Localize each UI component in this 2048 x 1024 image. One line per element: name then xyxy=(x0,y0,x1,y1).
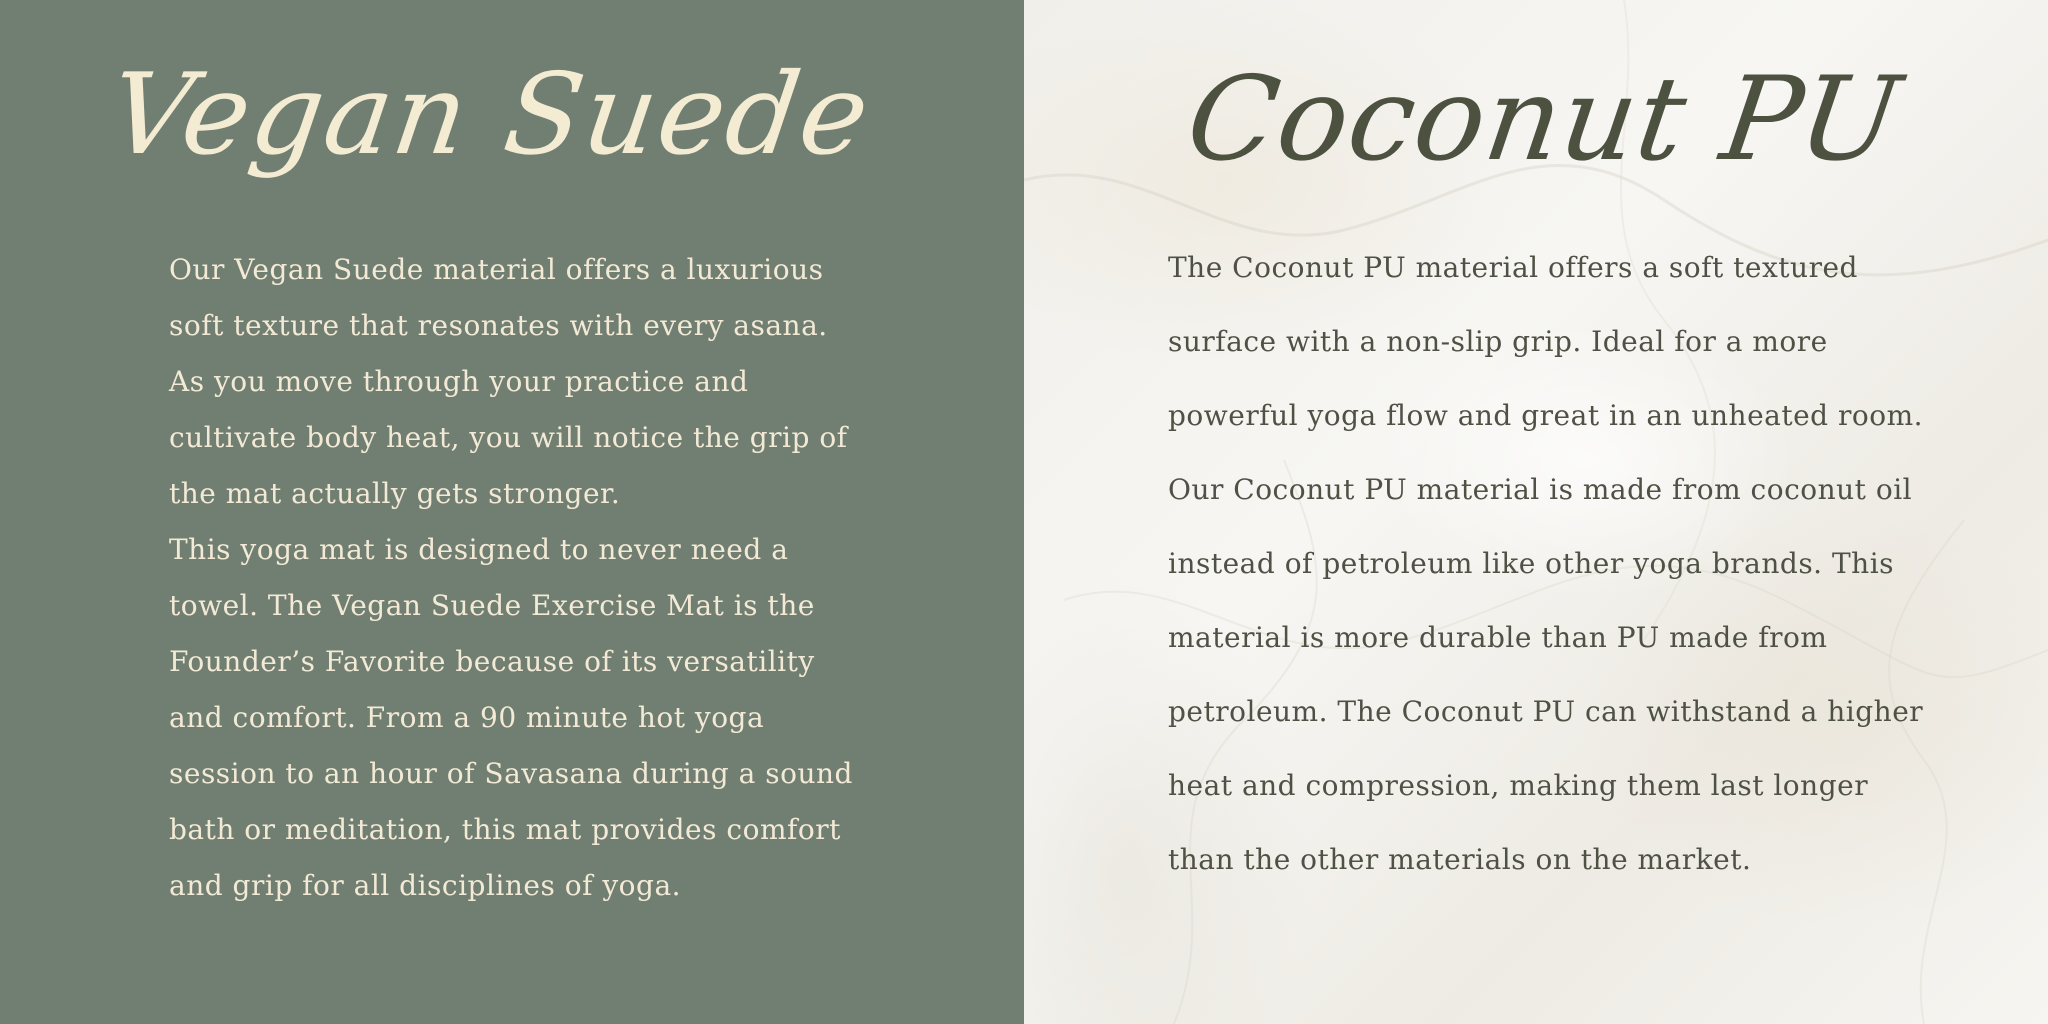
coconut-pu-panel xyxy=(1024,0,2048,1024)
vegan-suede-paragraph-2: This yoga mat is designed to never need a towel. The Vegan Suede Exercise Mat is the Founder’s Favorite because of its versatility and comfort. From a 90 minute hot yoga session to an hour of Savasana during a sound bath or meditation, this mat provides comfort and grip for all disciplines of yoga. xyxy=(169,533,853,902)
vegan-suede-description xyxy=(169,242,869,914)
vegan-suede-title: Vegan Suede xyxy=(101,50,879,180)
coconut-pu-title: Coconut PU xyxy=(1179,52,1909,187)
coconut-pu-description xyxy=(1168,231,1928,897)
coconut-pu-paragraph-1: The Coconut PU material offers a soft textured surface with a non-slip grip. Ideal for a more powerful yoga flow and great in an unheated room. Our Coconut PU material is made from coconut oil instead of petroleum like other yoga brands. This material is more durable than PU made from petroleum. The Coconut PU can withstand a higher heat and compression, making them last longer than the other materials on the market. xyxy=(1168,251,1924,876)
vegan-suede-paragraph-1: Our Vegan Suede material offers a luxurious soft texture that resonates with every asana. As you move through your practice and cultivate body heat, you will notice the grip of the mat actually gets stronger. xyxy=(169,253,848,510)
